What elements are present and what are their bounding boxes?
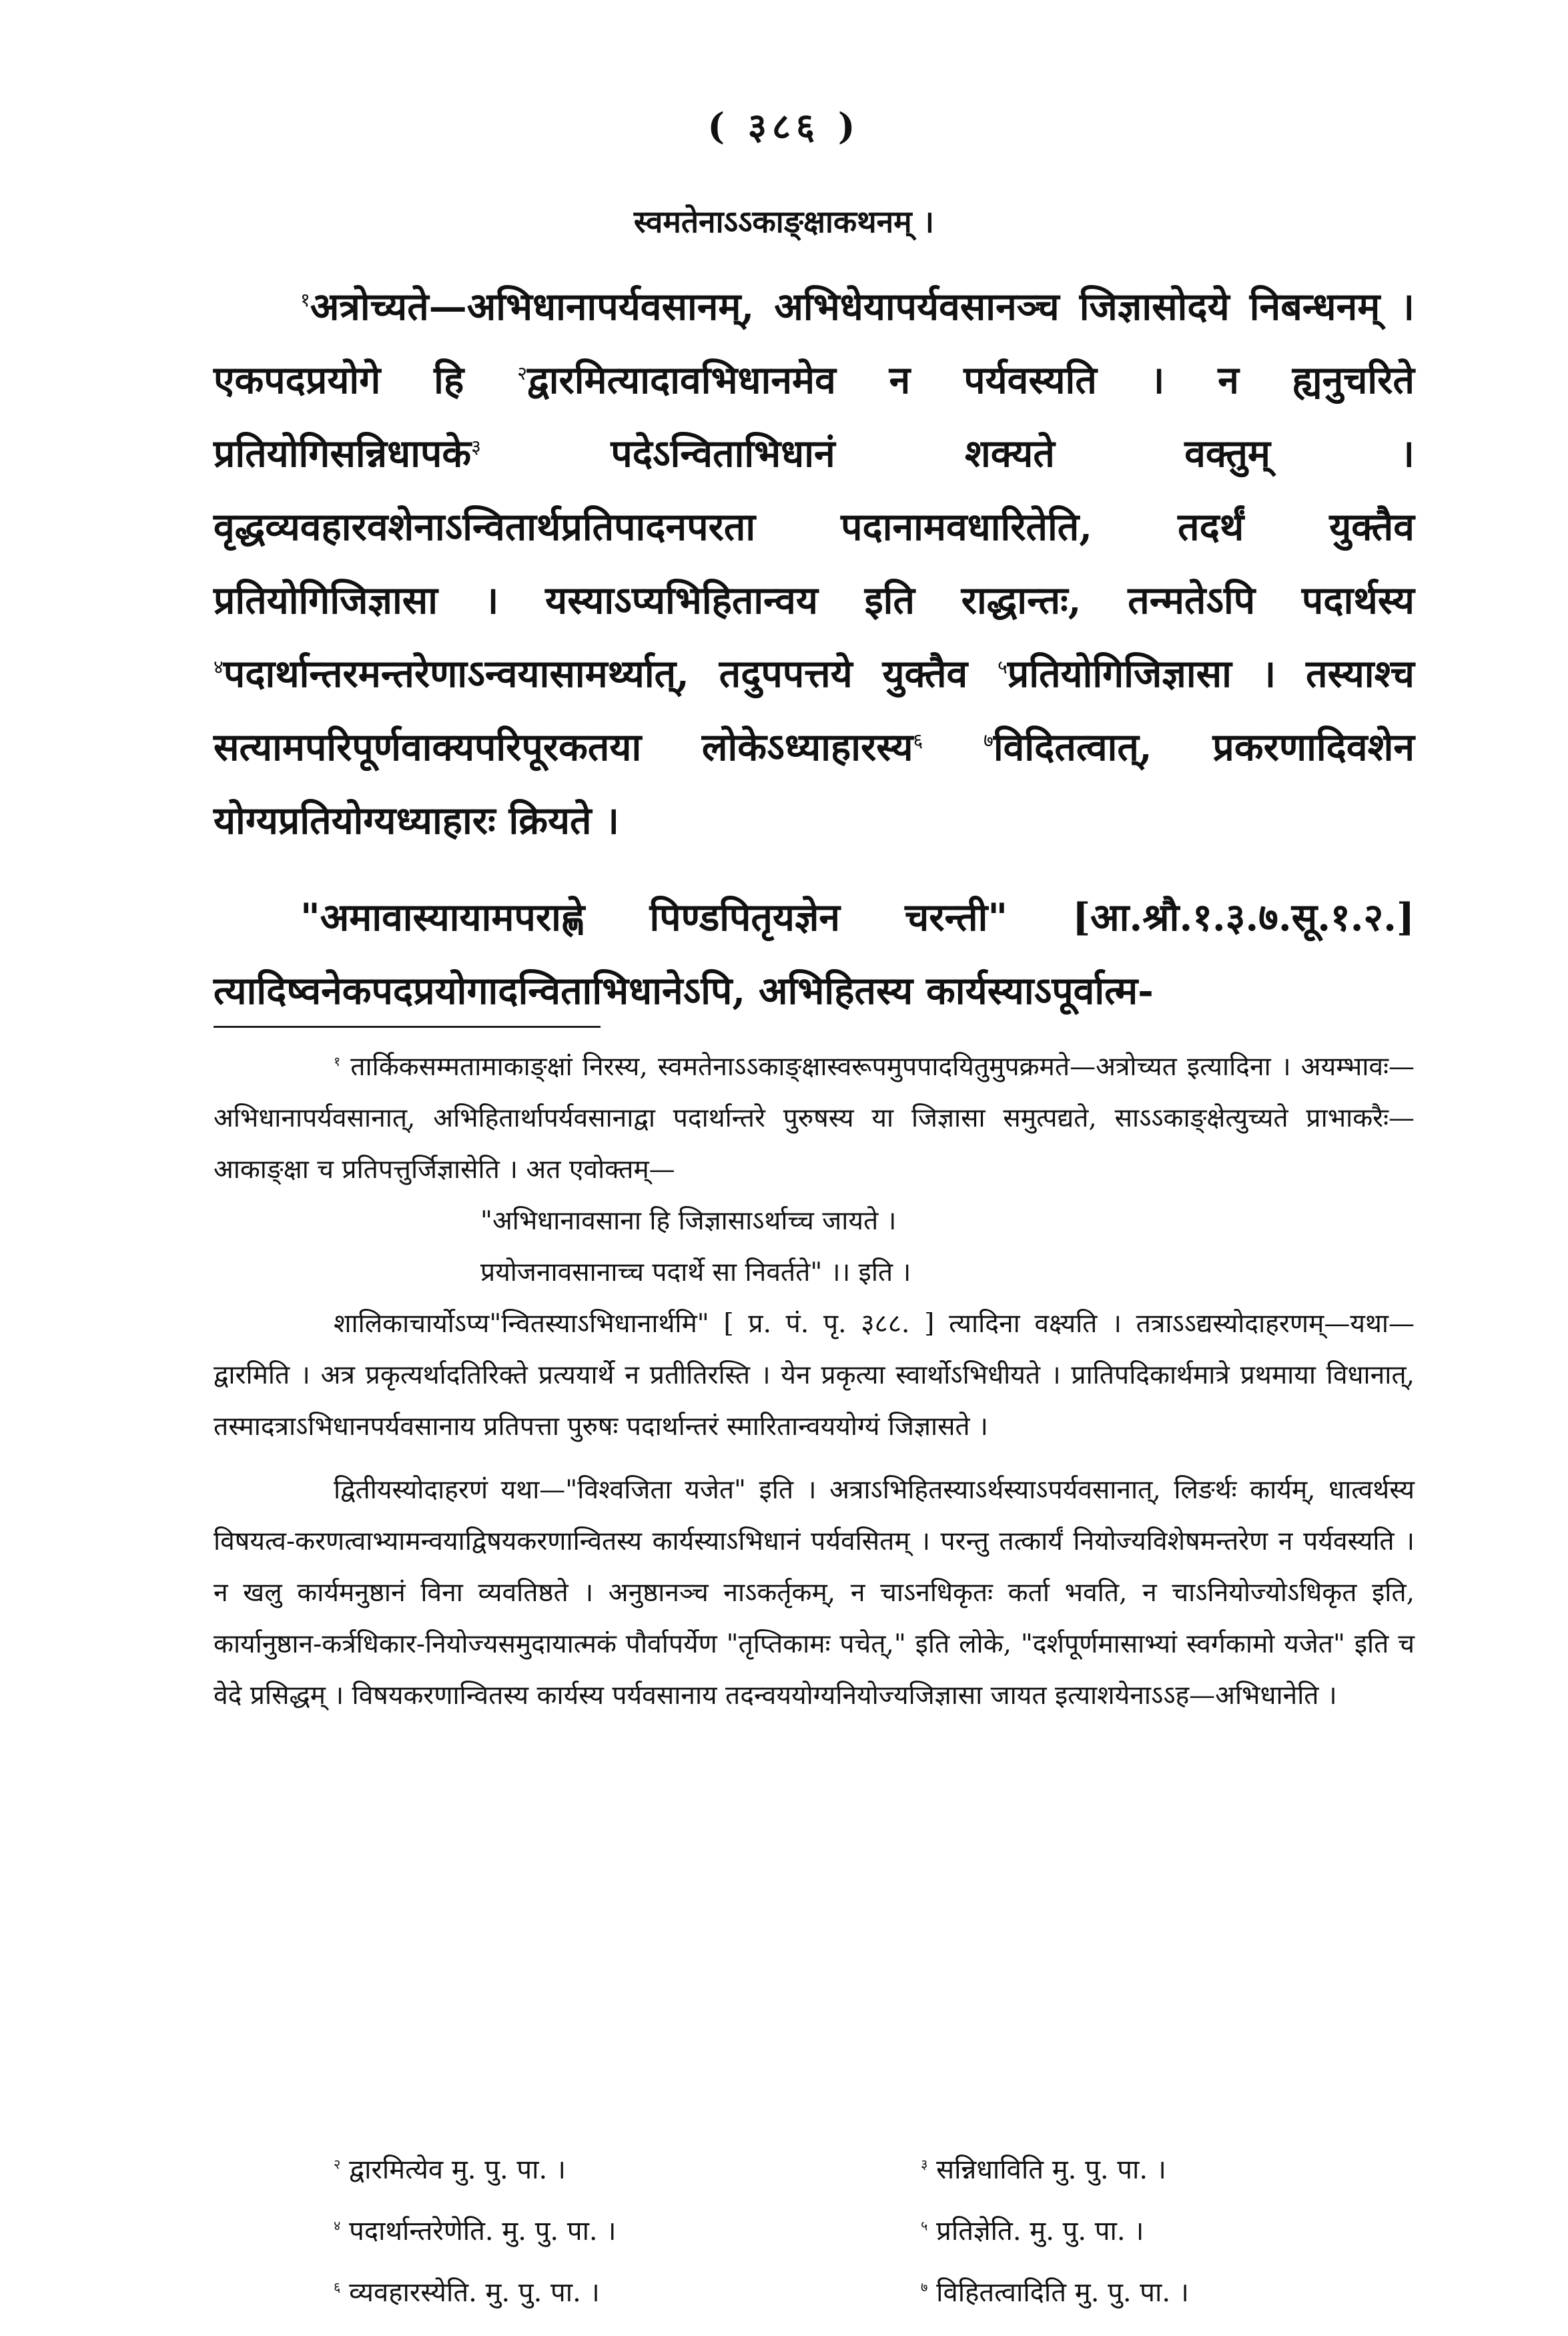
variant-text: व्यवहारस्येति. मु. पु. पा. । [349, 2277, 600, 2308]
footnote-text-1: तार्किकसम्मतामाकाङ्क्षां निरस्य, स्वमतेनाऽऽकाङ्क्षास्वरूपमुपपादयितुमुपक्रमते—अत्रोच्यत इत्यादिना । अयम्भावः—अभिधानापर्यवसानात्, अभिहितार्थापर्यवसानाद्वा पदार्थान्तरे पुरुषस्य या जिज्ञासा समुत्पद्यते, साऽऽकाङ्क्षेत्युच्यते प्राभाकरैः—आकाङ्क्षा च प्रतिपत्तुर्जिज्ञासेति । अत एवोक्तम्— [214, 1052, 1415, 1185]
variant-reading [334, 2139, 921, 2201]
footnote-ref-3: ३ [471, 436, 481, 458]
footnote-paragraph-3: द्वितीयस्योदाहरणं यथा—"विश्वजिता यजेत" इति । अत्राऽभिहितस्याऽर्थस्याऽपर्यवसानात्, लिङर्थः कार्यम्, धात्वर्थस्य विषयत्व-करणत्वाभ्यामन्वयाद्विषयकरणान्वितस्य कार्यस्याऽभिधानं पर्यवसितम् । परन्तु तत्कार्यं नियोज्यविशेषमन्तरेण न पर्यवस्यति । न खलु कार्यमनुष्ठानं विना व्यवतिष्ठते । अनुष्ठानञ्च नाऽकर्तृकम्, न चाऽनधिकृतः कर्ता भवति, न चाऽनियोज्योऽधिकृत इति, कार्यानुष्ठान-कर्त्रधिकार-नियोज्यसमुदायात्मकं पौर्वापर्येण "तृप्तिकामः पचेत्," इति लोके, "दर्शपूर्णमासाभ्यां स्वर्गकामो यजेत" इति च वेदे प्रसिद्धम् । विषयकरणान्वितस्य कार्यस्य पर्यवसानाय तदन्वययोग्यनियोज्यजिज्ञासा जायत इत्याशयेनाऽऽह—अभिधानेति । [214, 1475, 1415, 1711]
main-text-segment-5: प्रतियोगिजिज्ञासा । तस्याश्च सत्यामपरिपूर्णवाक्यपरिपूरकतया लोकेऽध्याहारस्य [214, 651, 1415, 770]
variant-reading [921, 2139, 1415, 2201]
variant-marker: ४ [334, 2217, 341, 2234]
main-text-segment-6 [923, 725, 984, 770]
footnote-ref-4: ४ [214, 656, 224, 678]
main-paragraph-1 [214, 270, 1415, 858]
footnote-verse-line-2: प्रयोजनावसानाच्च पदार्थे सा निवर्तते" ।। इति । [480, 1257, 911, 1287]
footnote-ref-7: ७ [984, 729, 994, 752]
variant-marker: ३ [921, 2156, 928, 2172]
main-text-segment-7: विदितत्वात्, प्रकरणादिवशेन योग्यप्रतियोग्यध्याहारः क्रियते । [214, 725, 1415, 843]
variant-text: विहितत्वादिति मु. पु. पा. । [936, 2277, 1189, 2308]
variant-marker: २ [334, 2156, 341, 2172]
variant-reading [921, 2201, 1415, 2262]
footnote-paragraph-2: शालिकाचार्योऽप्य"न्वितस्याऽभिधानार्थमि" [ प्र. पं. पृ. ३८८. ] त्यादिना वक्ष्यति । तत्राऽऽद्यस्योदाहरणम्—यथा—द्वारमिति । अत्र प्रकृत्यर्थादतिरिक्ते प्रत्ययार्थे न प्रतीतिरस्ति । येन प्रकृत्या स्वार्थोऽभिधीयते । प्रातिपदिकार्थमात्रे प्रथमाया विधानात्, तस्मादत्राऽभिधानपर्यवसानाय प्रतिपत्ता पुरुषः पदार्थान्तरं स्मारितान्वययोग्यं जिज्ञासते । [214, 1309, 1415, 1442]
variant-text: द्वारमित्येव मु. पु. पा. । [349, 2154, 566, 2185]
variant-reading [921, 2262, 1415, 2323]
main-text-segment-3: पदेऽन्विताभिधानं शक्यते वक्तुम् । वृद्धव्यवहारवशेनाऽन्वितार्थप्रतिपादनपरता पदानामवधारितेति, तदर्थं युक्तैव प्रतियोगिजिज्ञासा । यस्याऽप्यभिहितान्वय इति राद्धान्तः, तन्मतेऽपि पदार्थस्य [214, 431, 1415, 623]
main-text-segment-4: पदार्थान्तरमन्तरेणाऽन्वयासामर्थ्यात्, तदुपपत्तये युक्तैव [223, 651, 998, 696]
section-heading: स्वमतेनाऽऽकाङ्क्षाकथनम् । [633, 204, 935, 240]
footnote-ref-1: १ [300, 289, 310, 311]
variant-reading [334, 2201, 921, 2262]
footnote-divider [214, 1026, 601, 1028]
main-paragraph-2: "अमावास्यायामपराह्णे पिण्डपितृयज्ञेन चरन्ती" [आ.श्रौ.१.३.७.सू.१.२.] त्यादिष्वनेकपदप्रयोगादन्विताभिधानेऽपि, अभिहितस्य कार्यस्याऽपूर्वात्म- [214, 895, 1415, 1013]
footnote-block [214, 1041, 1415, 1721]
page-number: ( ३८६ ) [707, 105, 861, 148]
variant-text: सन्निधाविति मु. पु. पा. । [936, 2154, 1166, 2185]
variant-readings [334, 2139, 1415, 2323]
footnote-ref-2: २ [517, 362, 527, 384]
footnote-marker: १ [334, 1054, 341, 1069]
variant-reading [334, 2262, 921, 2323]
variant-marker: ७ [921, 2279, 928, 2295]
variant-marker: ५ [921, 2217, 928, 2234]
footnote-paragraph-1 [214, 1041, 1415, 1195]
main-text-segment-1: अत्रोच्यते—अभिधानापर्यवसानम्, अभिधेयापर्यवसानञ्च जिज्ञासोदये निबन्धनम् । एकपदप्रयोगे हि [214, 284, 1415, 402]
footnote-verse-line-1: "अभिधानावसाना हि जिज्ञासाऽर्थाच्च जायते । [480, 1206, 897, 1236]
variant-text: पदार्थान्तरेणेति. मु. पु. पा. । [349, 2216, 617, 2247]
main-text-segment-2: द्वारमित्यादावभिधानमेव न पर्यवस्यति । न ह्यनुचरिते प्रतियोगिसन्निधापके [214, 358, 1415, 476]
footnote-ref-5: ५ [998, 656, 1008, 678]
variant-text: प्रतिज्ञेति. मु. पु. पा. । [936, 2216, 1144, 2247]
main-text [214, 270, 1415, 1028]
footnote-ref-6: ६ [913, 729, 923, 752]
variant-marker: ६ [334, 2279, 341, 2295]
